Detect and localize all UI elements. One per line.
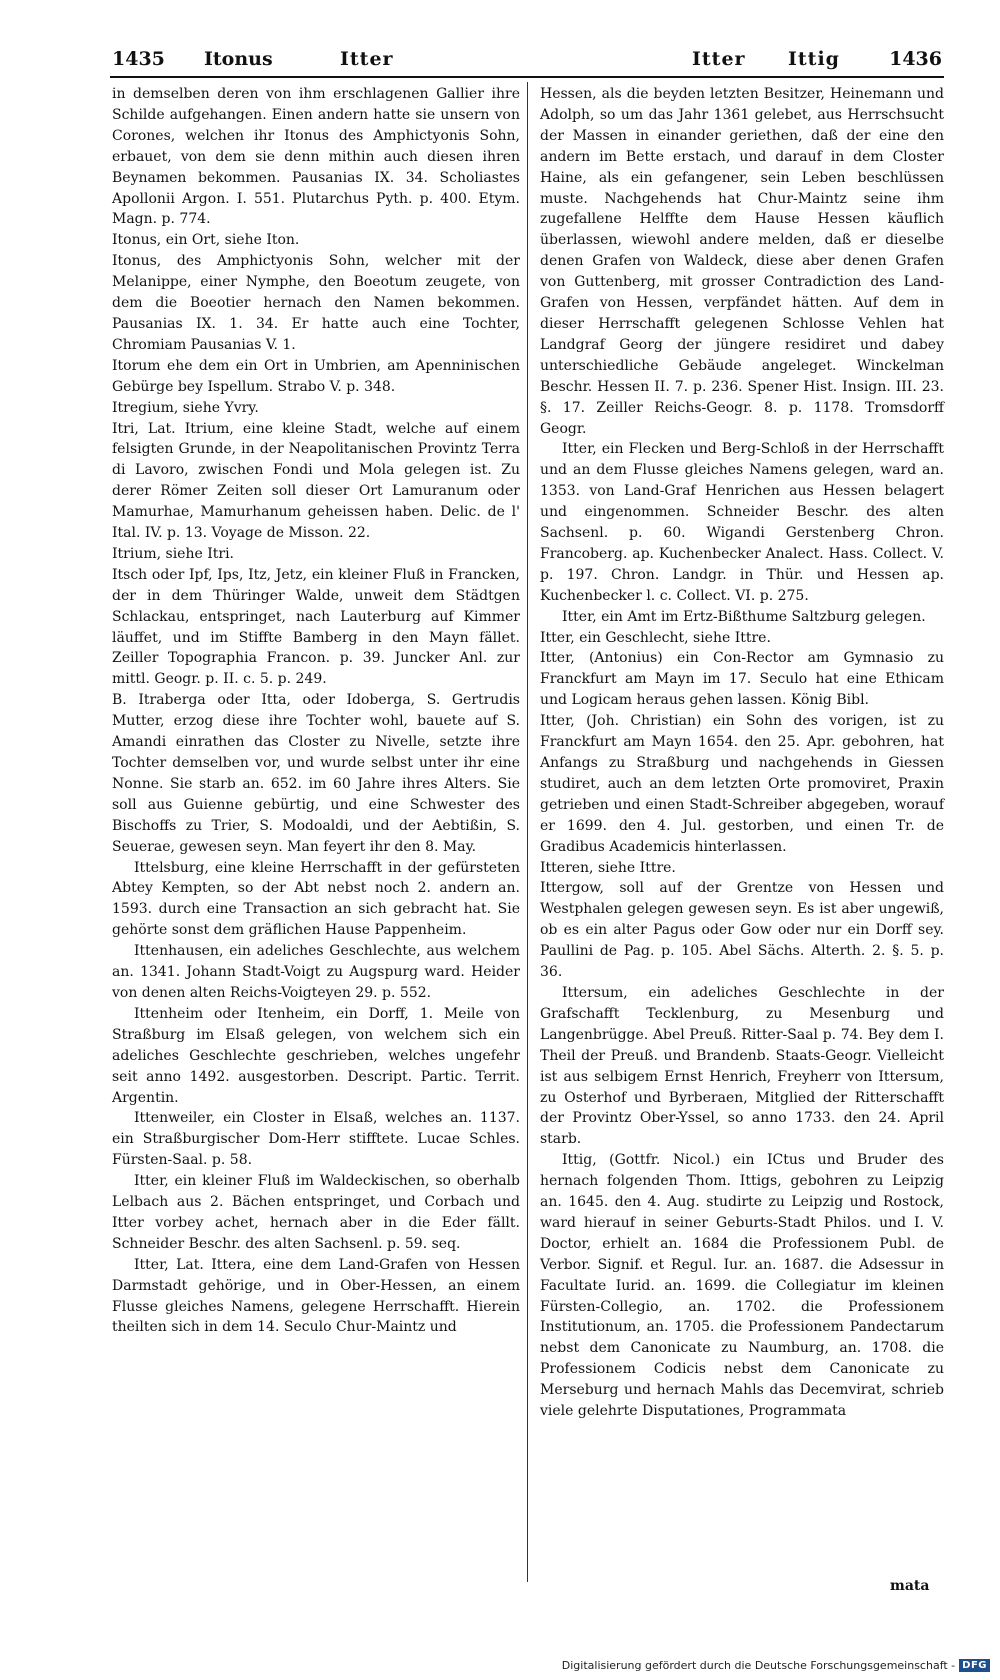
left-column <box>112 84 520 1338</box>
header-rule <box>110 76 944 78</box>
footer-text: Digitalisierung gefördert durch die Deutsche Forschungsgemeinschaft - <box>561 1659 956 1672</box>
entry-paragraph: Ittig, (Gottfr. Nicol.) ein ICtus und Bruder des hernach folgenden Thom. Ittigs, gebohren zu Leipzig an. 1645. den 4. Aug. studirte zu Leipzig und Rostock, ward hierauf in seiner Geburts-Stadt Philos. und I. V. Doctor, erhielt an. 1684 die Professionem Publ. de Verbor. Signif. et Regul. Iur. an. 1687. die Adsessur in Facultate Iurid. an. 1699. die Collegiatur im kleinen Fürsten-Collegio, an. 1702. die Professionem Institutionum, an. 1705. die Professionem Pandectarum nebst dem Canonicate zu Naumburg, an. 1708. die Professionem Codicis nebst dem Canonicate zu Merseburg und hernach Mahls das Decemvirat, schrieb viele gelehrte Disputationes, Programmata <box>540 1152 944 1420</box>
entry-paragraph: Hessen, als die beyden letzten Besitzer, Heinemann und Adolph, so um das Jahr 1361 gelebet, aus Herrschsucht der Massen in einander geriethen, daß der eine den andern im Bette erstach, und darauf in dem Closter Haine, als ein gefangener, sein Leben beschlüssen muste. Nachgehends hat Chur-Maintz seine ihm zugefallene Helffte dem Hause Hessen käuflich überlassen, wiewohl andere melden, daß er dieselbe denen Grafen von Waldeck, diese aber denen Grafen von Guttenberg, mit grosser Contradiction des Land-Grafen von Hessen, verpfändet hätten. Auf dem in dieser Herrschafft gelegenen Schlosse Vehlen hat Landgraf Georg der jüngere residiret und dabey unterschiedliche Gebäude angeleget. Winckelman Beschr. Hessen II. 7. p. 236. Spener Hist. Insign. III. 23. §. 17. Zeiller Reichs-Geogr. 8. p. 1178. Tromsdorff Geogr. <box>540 86 944 437</box>
entry-paragraph: Itonus, des Amphictyonis Sohn, welcher mit der Melanippe, einer Nymphe, den Boeotum zeugete, von dem die Boeotier hernach den Namen bekommen. Pausanias IX. 1. 34. Er hatte auch eine Tochter, Chromiam Pausanias V. 1. <box>112 253 520 353</box>
entry-paragraph: Itrium, siehe Itri. <box>112 545 234 562</box>
entry-paragraph: Ittersum, ein adeliches Geschlechte in der Grafschafft Tecklenburg, zu Mesenburg und Langenbrügge. Abel Preuß. Ritter-Saal p. 74. Bey dem I. Theil der Preuß. und Brandenb. Staats-Geogr. Vielleicht ist aus selbigem Ernst Henrich, Freyherr von Ittersum, zu Osterhof und Byrberaen, Mitglied der Ritterschafft der Provintz Ober-Yssel, so anno 1733. den 24. April starb. <box>540 984 944 1148</box>
entry-paragraph: Itter, (Antonius) ein Con-Rector am Gymnasio zu Franckfurt am Mayn im 17. Seculo hat eine Ethicam und Logicam heraus gehen lassen. König Bibl. <box>540 650 944 709</box>
entry-paragraph: B. Itraberga oder Itta, oder Idoberga, S. Gertrudis Mutter, erzog diese ihre Tochter wohl, bauete auf S. Amandi einrathen das Closter zu Nivelle, setzte ihre Tochter demselben vor, und wurde selbst unter ihr eine Nonne. Sie starb an. 652. im 60 Jahre ihres Alters. Sie soll aus Guienne gebürtig, und eine Schwester des Bischoffs zu Trier, S. Modoaldi, und der Aebtißin, S. Seuerae, gewesen seyn. Man feyert ihr den 8. May. <box>112 692 520 855</box>
page-number-left: 1435 <box>112 48 165 70</box>
entry-paragraph: Itregium, siehe Yvry. <box>112 399 259 416</box>
entry-paragraph: Itonus, ein Ort, siehe Iton. <box>112 232 300 249</box>
catchword-header-4: Ittig <box>788 48 840 70</box>
entry-paragraph: Itter, Lat. Ittera, eine dem Land-Grafen von Hessen Darmstadt gehörige, und in Ober-Hessen, an einem Flusse gleiches Namens, gelegene Herrschafft. Hierein theilten sich in dem 14. Seculo Chur-Maintz und <box>112 1256 520 1336</box>
catchword-header-3: Itter <box>692 48 746 70</box>
catchword-bottom: mata <box>890 1578 930 1594</box>
entry-paragraph: Itsch oder Ipf, Ips, Itz, Jetz, ein kleiner Fluß in Francken, der in dem Thüringer Walde, unweit dem Städtgen Schlackau, entspringet, nach Lauterburg auf Kimmer läuffet, und im Stiffte Bamberg in den Mayn fället. Zeiller Topographia Francon. p. 39. Juncker Anl. zur mittl. Geogr. p. II. c. 5. p. 249. <box>112 566 520 688</box>
entry-paragraph: Itter, ein Amt im Ertz-Bißthume Saltzburg gelegen. <box>562 608 926 625</box>
dfg-logo-icon: DFG <box>959 1659 990 1672</box>
entry-paragraph: Ittenweiler, ein Closter in Elsaß, welches an. 1137. ein Straßburgischer Dom-Herr stifftete. Lucae Schles. Fürsten-Saal. p. 58. <box>112 1110 520 1169</box>
right-column <box>540 84 944 1422</box>
entry-paragraph: Ittelsburg, eine kleine Herrschafft in der gefürsteten Abtey Kempten, so der Abt nebst noch 2. andern an. 1593. durch eine Transaction an sich gebracht hat. Sie gehörte sonst dem gräflichen Hause Pappenheim. <box>112 859 520 939</box>
catchword-header-1: Itonus <box>204 48 273 70</box>
footer-credit <box>562 1659 990 1672</box>
entry-paragraph: Itter, ein kleiner Fluß im Waldeckischen, so oberhalb Lelbach aus 2. Bächen entspringet, und Corbach und Itter vorbey achet, hernach aber in die Eder fällt. Schneider Beschr. des alten Sachsenl. p. 59. seq. <box>112 1173 520 1252</box>
entry-paragraph: Ittenhausen, ein adeliches Geschlechte, aus welchem an. 1341. Johann Stadt-Voigt zu Augspurg ward. Heider von denen alten Reichs-Voigteyen 29. p. 552. <box>112 943 520 1001</box>
entry-paragraph: Ittergow, soll auf der Grentze von Hessen und Westphalen gelegen gewesen seyn. Es ist aber ungewiß, ob es ein alter Pagus oder Gow oder nur ein Dorff sey. Paullini de Pag. p. 105. Abel Sächs. Alterth. 2. §. 5. p. 36. <box>540 880 944 981</box>
entry-paragraph: Itorum ehe dem ein Ort in Umbrien, am Apenninischen Gebürge bey Ispellum. Strabo V. p. 348. <box>112 357 520 395</box>
entry-paragraph: Itteren, siehe Ittre. <box>540 859 676 876</box>
entry-paragraph: in demselben deren von ihm erschlagenen Gallier ihre Schilde aufgehangen. Einen andern hatte sie unsern von Corones, welchen ihr Itonus des Amphictyonis Sohn, erbauet, von dem sie denn mithin auch diesen ihren Beynamen bekommen. Pausanias IX. 34. Scholiastes Apollonii Argon. I. 551. Plutarchus Pyth. p. 400. Etym. Magn. p. 774. <box>112 86 520 228</box>
entry-paragraph: Itter, (Joh. Christian) ein Sohn des vorigen, ist zu Franckfurt am Mayn 1654. den 25. Apr. gebohren, hat Anfangs zu Straßburg und nachgehends in Giessen studiret, auch an dem letzten Orte promoviret, Praxin getrieben und einen Stadt-Schreiber abgegeben, worauf er 1699. den 4. Jul. gestorben, und einen Tr. de Gradibus Academicis hinterlassen. <box>540 713 944 855</box>
entry-paragraph: Itter, ein Flecken und Berg-Schloß in der Herrschafft und an dem Flusse gleiches Namens gelegen, ward an. 1353. von Land-Graf Henrichen aus Hessen belagert und eingenommen. Schneider Beschr. des alten Sachsenl. p. 60. Wigandi Gerstenberg Chron. Francoberg. ap. Kuchenbecker Analect. Hass. Collect. V. p. 197. Chron. Landgr. in Thür. und Hessen ap. Kuchenbecker l. c. Collect. VI. p. 275. <box>540 441 944 604</box>
catchword-header-2: Itter <box>340 48 394 70</box>
page-number-right: 1436 <box>889 48 942 70</box>
entry-paragraph: Itri, Lat. Itrium, eine kleine Stadt, welche auf einem felsigten Grunde, in der Neapolitanischen Provintz Terra di Lavoro, zwischen Fondi und Mola gelegen ist. Zu derer Römer Zeiten soll dieser Ort Lamuranum oder Mamurhae, Mamurhanum geheissen haben. Delic. de l' Ital. IV. p. 13. Voyage de Misson. 22. <box>112 420 520 542</box>
entry-paragraph: Ittenheim oder Itenheim, ein Dorff, 1. Meile von Straßburg im Elsaß gelegen, von welchem sich ein adeliches Geschlechte geschrieben, welches ungefehr seit anno 1492. ausgestorben. Descript. Partic. Territ. Argentin. <box>112 1005 520 1106</box>
column-divider <box>527 82 528 1582</box>
entry-paragraph: Itter, ein Geschlecht, siehe Ittre. <box>540 629 771 646</box>
page-header <box>112 44 942 78</box>
